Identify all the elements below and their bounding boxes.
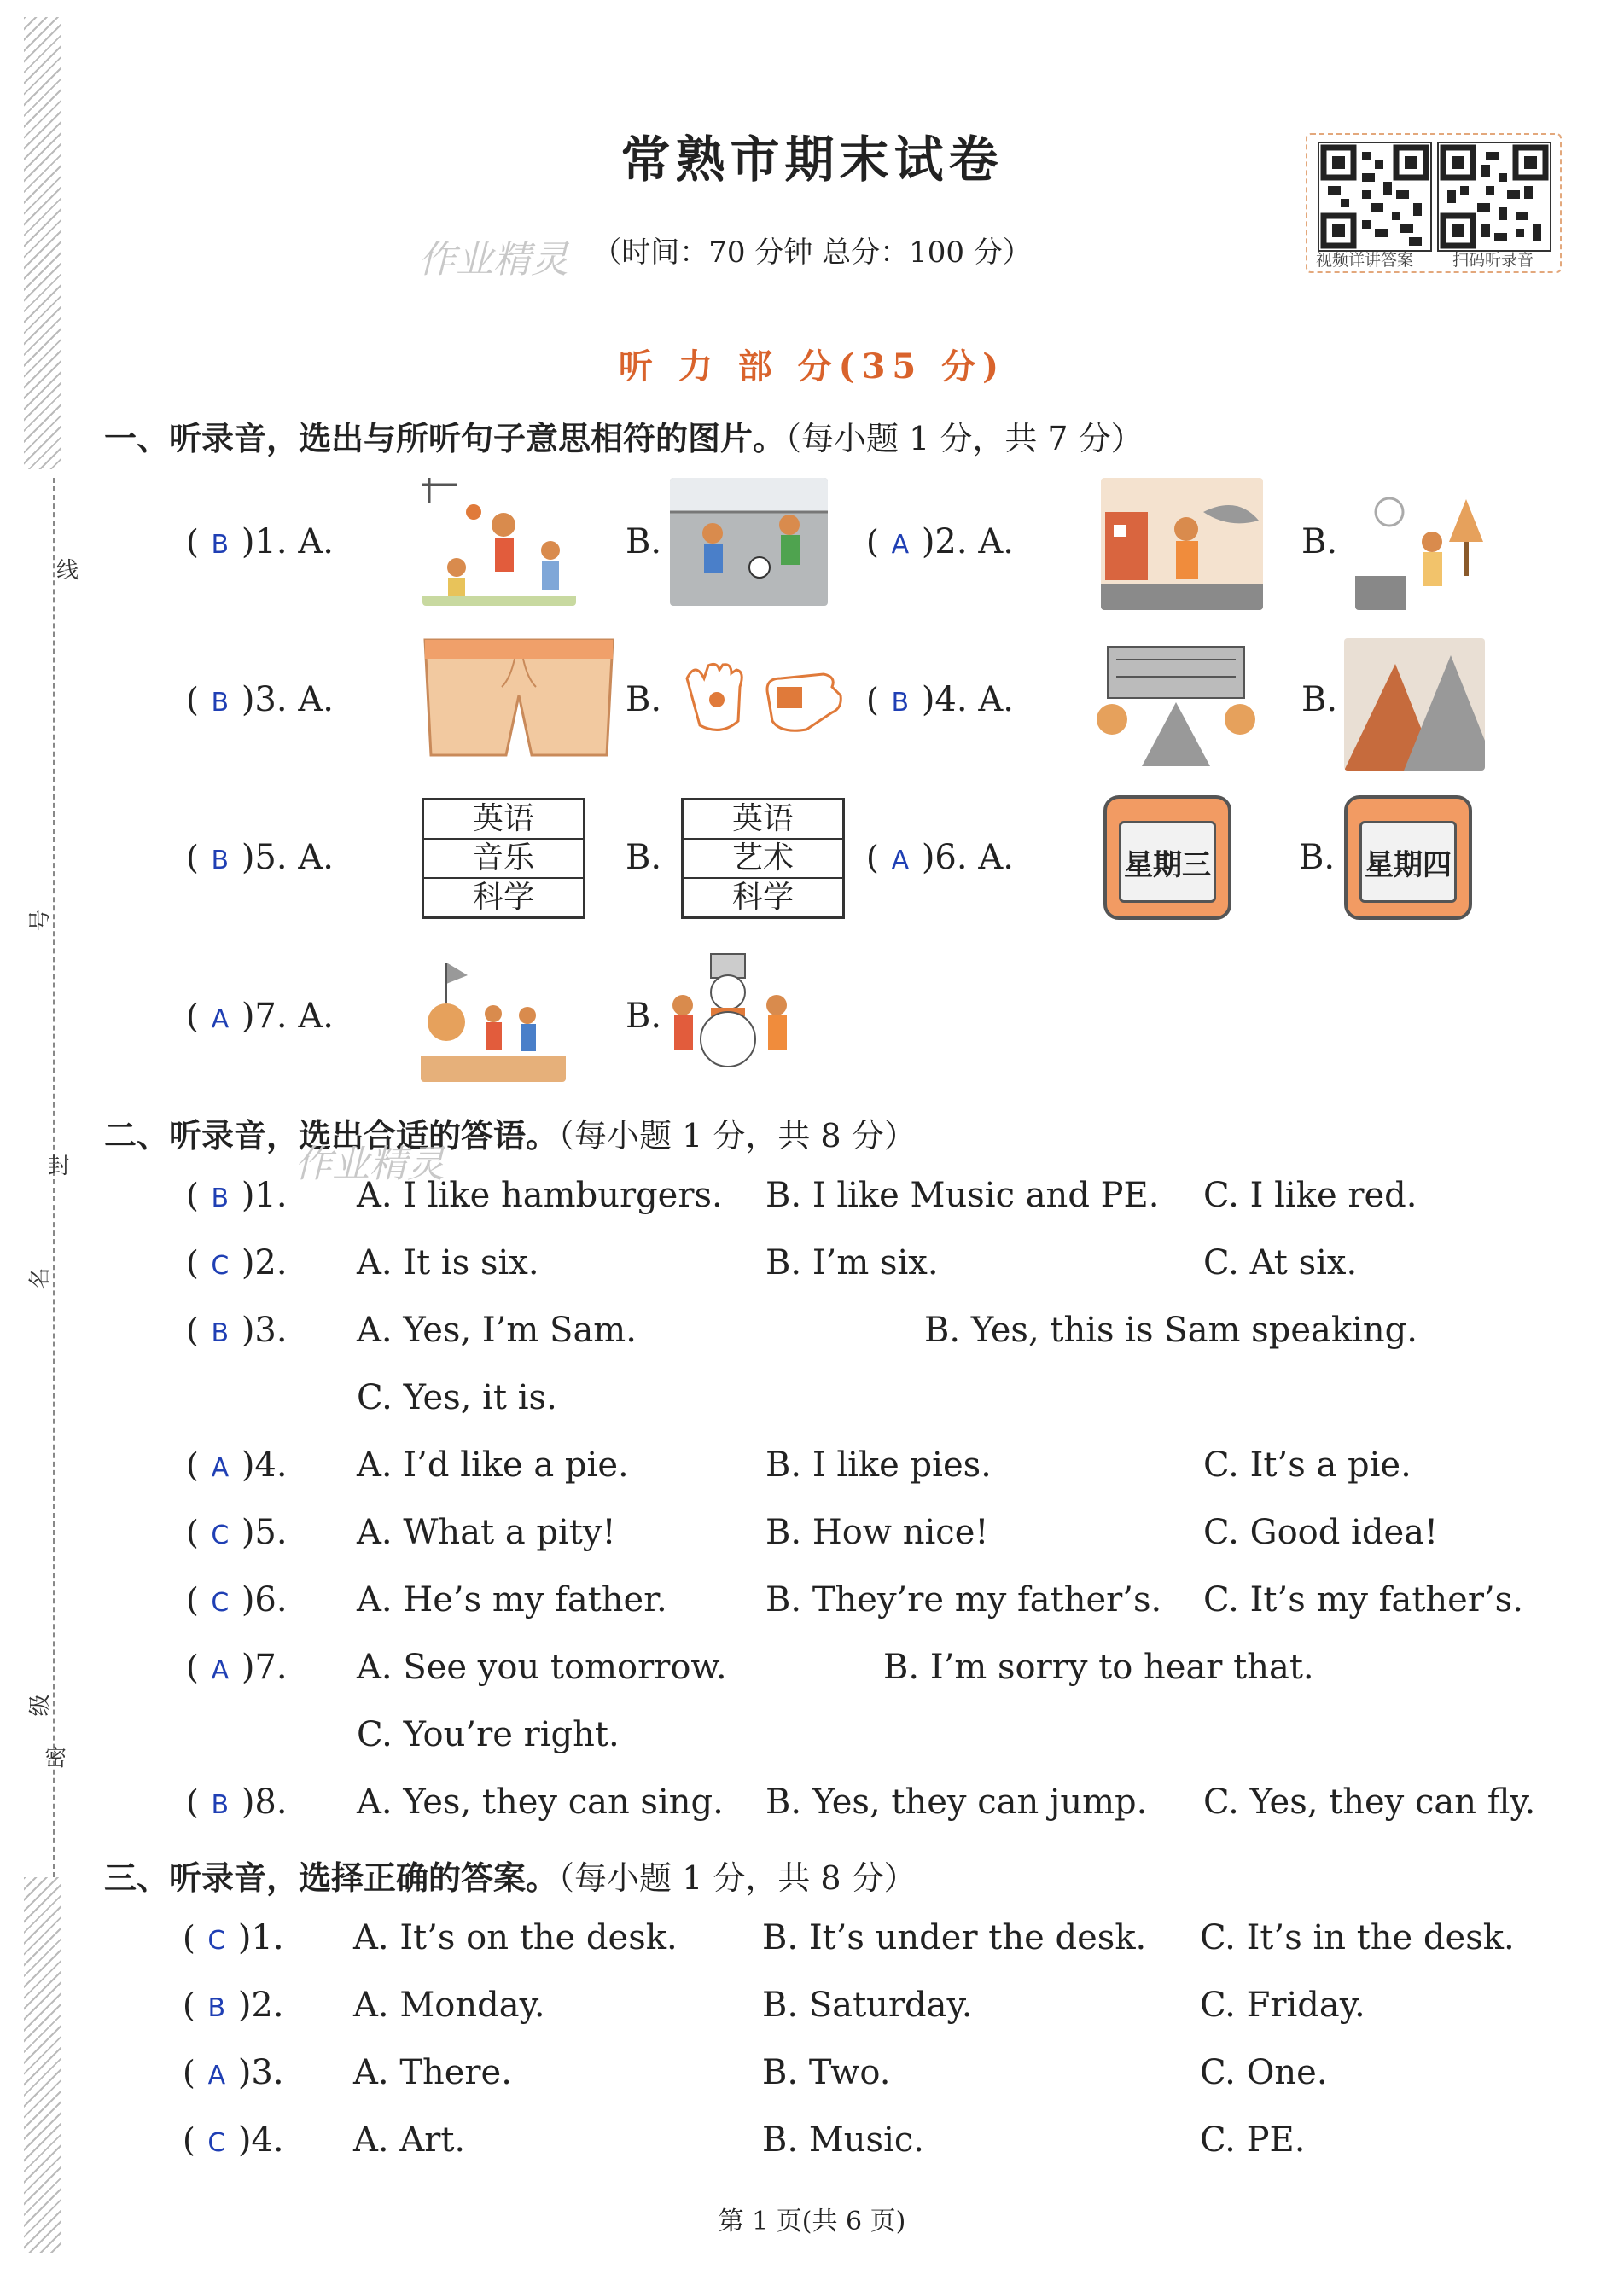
s2-q2-option-b: B. I’m six.	[765, 1243, 939, 1282]
page-title: 常熟市期末试卷	[620, 131, 1004, 189]
s1-q5: ( B )5. A.	[186, 838, 334, 877]
q5b-timetable	[681, 798, 845, 919]
s2-q7-number: )7.	[241, 1648, 288, 1687]
s2-q7-answer: A	[211, 1655, 230, 1685]
s2-q8-number: )8.	[241, 1783, 288, 1822]
s3-q4-number: )4.	[237, 2120, 284, 2160]
s3-q1-option-c: C. It’s in the desk.	[1200, 1918, 1515, 1957]
s2-q7-option-c: C. You’re right.	[357, 1715, 620, 1754]
s3-q3-answer: A	[207, 2061, 226, 2091]
q6a-calendar-icon	[1103, 795, 1231, 920]
section2-title: 二、听录音，选出合适的答语。	[104, 1117, 559, 1154]
s2-q8-option-a: A. Yes, they can sing.	[357, 1783, 724, 1822]
s1-q2: ( A )2. A.	[866, 522, 1014, 561]
s3-q2-answer: B	[207, 1993, 226, 2023]
section3-title: 三、听录音，选择正确的答案。	[104, 1859, 559, 1897]
s2-q3-option-b: B. Yes, this is Sam speaking.	[924, 1311, 1417, 1350]
s2-q6-option-c: C. It’s my father’s.	[1203, 1580, 1523, 1620]
s2-q6: ( C )6.	[186, 1580, 288, 1620]
s2-q1: ( B )1.	[186, 1176, 288, 1215]
s1-q5-number: )5.	[241, 838, 288, 877]
s2-q3-answer: B	[211, 1318, 230, 1348]
s3-q2: ( B )2.	[183, 1986, 284, 2025]
section2-points: （每小题 1 分，共 8 分）	[558, 1117, 917, 1154]
s3-q2-option-b: B. Saturday.	[762, 1986, 973, 2025]
s3-q1-number: )1.	[237, 1918, 284, 1957]
q5b-cell-1: 英语	[684, 800, 842, 840]
s1-q6: ( A )6. A.	[866, 838, 1014, 877]
s1-q3-answer: B	[211, 688, 230, 718]
s3-q4-option-a: A. Art.	[353, 2120, 466, 2160]
binding-mark-feng: 封	[48, 1154, 71, 1179]
q4b-mountains-image	[1344, 638, 1485, 771]
watermark-text: 作业精灵	[418, 238, 568, 282]
s1-q1-b-label: B.	[626, 522, 662, 561]
s1-q3: ( B )3. A.	[186, 680, 334, 719]
q6b-calendar-text: 星期四	[1359, 821, 1457, 903]
s1-q5-b-label: B.	[626, 838, 662, 877]
section1-title: 一、听录音，选出与所听句子意思相符的图片。	[104, 420, 786, 457]
s2-q5-option-b: B. How nice!	[765, 1513, 989, 1552]
s2-q8-option-b: B. Yes, they can jump.	[765, 1783, 1148, 1822]
s1-q7-b-label: B.	[626, 997, 662, 1036]
qr-caption-video: 视频详讲答案	[1316, 251, 1414, 270]
section3-points: （每小题 1 分，共 8 分）	[558, 1859, 917, 1897]
s2-q3-number: )3.	[241, 1311, 288, 1350]
exam-time-score: （时间：70 分钟 总分：100 分）	[592, 236, 1032, 270]
s2-q4-number: )4.	[241, 1445, 288, 1485]
s2-q4-answer: A	[211, 1453, 230, 1483]
s3-q4: ( C )4.	[183, 2120, 284, 2160]
s2-q1-number: )1.	[241, 1176, 288, 1215]
s2-q4: ( A )4.	[186, 1445, 288, 1485]
watermark-text-2: 作业精灵	[294, 1143, 445, 1186]
q5a-cell-2: 音乐	[424, 840, 583, 879]
binding-hatch-bottom	[24, 1877, 61, 2253]
q6a-calendar-text: 星期三	[1119, 821, 1216, 903]
q1a-basketball-kids-image	[422, 478, 576, 606]
s2-q4-option-b: B. I like pies.	[765, 1445, 992, 1485]
section1-heading	[104, 412, 1144, 459]
s1-q1: ( B )1. A.	[186, 522, 334, 561]
binding-mark-xian: 线	[56, 558, 79, 584]
s2-q6-option-b: B. They’re my father’s.	[765, 1580, 1162, 1620]
s3-q2-number: )2.	[237, 1986, 284, 2025]
qr-caption-audio: 扫码听录音	[1452, 251, 1534, 270]
binding-mark-hao: 号	[27, 909, 54, 932]
s1-q1-number: )1.	[241, 522, 288, 561]
s2-q1-option-a: A. I like hamburgers.	[357, 1176, 723, 1215]
q7b-snowman-image	[664, 950, 796, 1082]
binding-mark-ming: 名	[27, 1267, 54, 1290]
s1-q2-number: )2.	[921, 522, 968, 561]
s2-q2-answer: C	[211, 1251, 230, 1281]
q5a-cell-1: 英语	[424, 800, 583, 840]
s2-q4-option-c: C. It’s a pie.	[1203, 1445, 1412, 1485]
s2-q7: ( A )7.	[186, 1648, 288, 1687]
s3-q3: ( A )3.	[183, 2053, 284, 2092]
s2-q2-option-a: A. It is six.	[357, 1243, 539, 1282]
binding-mark-mi: 密	[44, 1746, 67, 1771]
s1-q5-answer: B	[211, 846, 230, 875]
s1-q6-answer: A	[891, 846, 910, 875]
q6b-calendar-icon	[1344, 795, 1472, 920]
s2-q5: ( C )5.	[186, 1513, 288, 1552]
s3-q1-option-b: B. It’s under the desk.	[762, 1918, 1147, 1957]
s2-q2: ( C )2.	[186, 1243, 288, 1282]
s3-q1: ( C )1.	[183, 1918, 284, 1957]
binding-mark-ji: 级	[27, 1694, 54, 1717]
listening-part-header: 听 力 部 分(35 分)	[618, 346, 1006, 387]
s2-q8-answer: B	[211, 1790, 230, 1820]
s2-q3-option-c: C. Yes, it is.	[357, 1378, 557, 1417]
s2-q1-option-c: C. I like red.	[1203, 1176, 1417, 1215]
s2-q5-number: )5.	[241, 1513, 288, 1552]
s1-q4-number: )4.	[921, 680, 968, 719]
s3-q3-option-c: C. One.	[1200, 2053, 1328, 2092]
q4a-park-building-image	[1091, 638, 1261, 766]
s2-q3: ( B )3.	[186, 1311, 288, 1350]
s1-q3-b-label: B.	[626, 680, 662, 719]
s2-q7-option-a: A. See you tomorrow.	[357, 1648, 727, 1687]
q5b-cell-2: 艺术	[684, 840, 842, 879]
s2-q2-option-c: C. At six.	[1203, 1243, 1358, 1282]
page-number: 第 1 页(共 6 页)	[718, 2207, 906, 2236]
s3-q4-answer: C	[207, 2128, 226, 2158]
s2-q3-option-a: A. Yes, I’m Sam.	[357, 1311, 637, 1350]
s2-q5-option-a: A. What a pity!	[357, 1513, 616, 1552]
q5b-cell-3: 科学	[731, 880, 794, 915]
s1-q1-answer: B	[211, 530, 230, 560]
s3-q4-option-b: B. Music.	[762, 2120, 924, 2160]
s1-q4: ( B )4. A.	[866, 680, 1014, 719]
q1b-football-kids-image	[670, 478, 828, 606]
q2b-autumn-sun-image	[1355, 482, 1496, 610]
s3-q2-option-c: C. Friday.	[1200, 1986, 1365, 2025]
qr-code-audio-icon[interactable]	[1437, 142, 1551, 252]
qr-code-video-icon[interactable]	[1318, 142, 1432, 252]
s2-q2-number: )2.	[241, 1243, 288, 1282]
s1-q7: ( A )7. A.	[186, 997, 334, 1036]
s3-q1-option-a: A. It’s on the desk.	[353, 1918, 678, 1957]
s2-q1-option-b: B. I like Music and PE.	[765, 1176, 1160, 1215]
q7a-autumn-picnic-image	[421, 954, 566, 1082]
s1-q2-b-label: B.	[1301, 522, 1338, 561]
s3-q2-option-a: A. Monday.	[353, 1986, 545, 2025]
s3-q3-number: )3.	[237, 2053, 284, 2092]
s2-q5-answer: C	[211, 1521, 230, 1550]
qr-code-box	[1306, 133, 1562, 273]
q3a-shorts-image	[421, 636, 617, 764]
s2-q6-number: )6.	[241, 1580, 288, 1620]
s1-q6-number: )6.	[921, 838, 968, 877]
s3-q1-answer: C	[207, 1926, 226, 1956]
s3-q3-option-b: B. Two.	[762, 2053, 891, 2092]
section3-heading	[104, 1852, 917, 1899]
s2-q4-option-a: A. I’d like a pie.	[357, 1445, 629, 1485]
q5a-cell-3: 科学	[472, 880, 534, 915]
s1-q4-b-label: B.	[1301, 680, 1338, 719]
s2-q8-option-c: C. Yes, they can fly.	[1203, 1783, 1536, 1822]
s3-q3-option-a: A. There.	[353, 2053, 512, 2092]
s1-q6-b-label: B.	[1299, 838, 1336, 877]
s2-q1-answer: B	[211, 1184, 230, 1213]
s1-q4-answer: B	[891, 688, 910, 718]
q5a-timetable	[422, 798, 585, 919]
s2-q6-option-a: A. He’s my father.	[357, 1580, 667, 1620]
s2-q8: ( B )8.	[186, 1783, 288, 1822]
q3b-gloves-image	[678, 661, 849, 738]
s1-q2-answer: A	[891, 530, 910, 560]
s1-q3-number: )3.	[241, 680, 288, 719]
s1-q7-number: )7.	[241, 997, 288, 1036]
s2-q6-answer: C	[211, 1588, 230, 1618]
q2a-windy-street-image	[1101, 478, 1263, 610]
section2-heading	[104, 1109, 917, 1156]
s2-q5-option-c: C. Good idea!	[1203, 1513, 1439, 1552]
section1-points: （每小题 1 分，共 7 分）	[785, 420, 1144, 457]
s1-q7-answer: A	[211, 1004, 230, 1034]
s2-q7-option-b: B. I’m sorry to hear that.	[883, 1648, 1314, 1687]
s3-q4-option-c: C. PE.	[1200, 2120, 1306, 2160]
